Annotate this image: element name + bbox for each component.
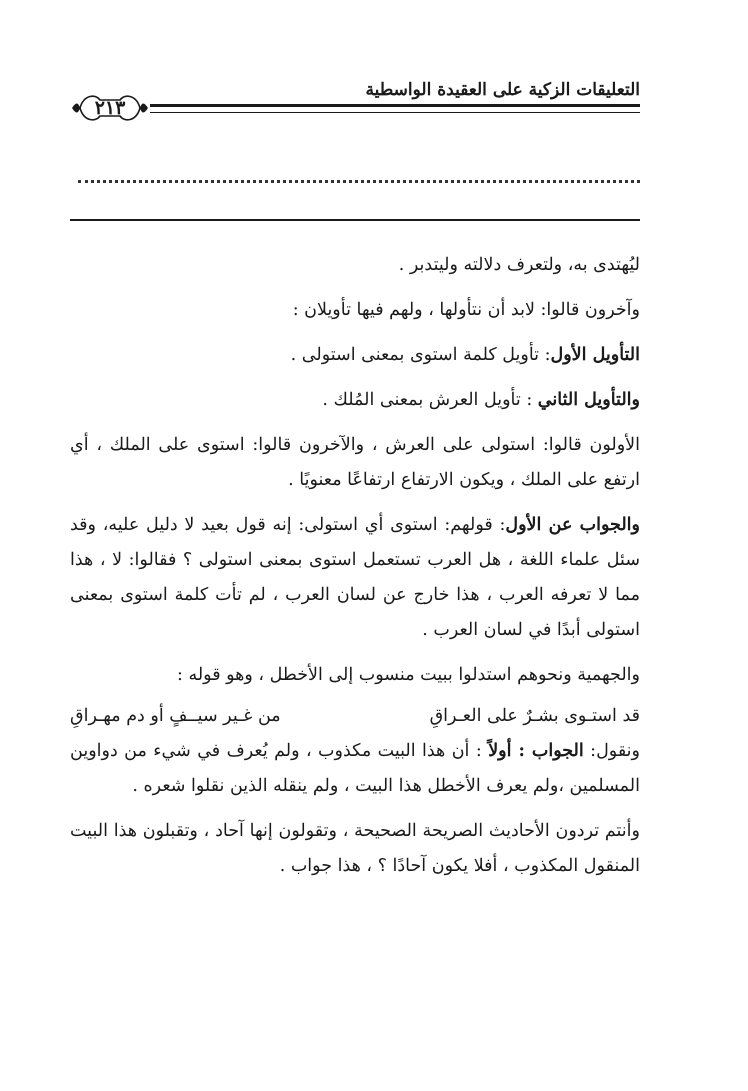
paragraph-6-lead: والجواب عن الأول [505, 515, 640, 535]
paragraph-3-rest: : تأويل كلمة استوى بمعنى استولى . [290, 345, 551, 365]
verse-second-hemistich: من غـير سيــفٍ أو دم مهـراقِ [70, 706, 281, 726]
paragraph-1: ليُهتدى به، ولتعرف دلالته وليتدبر . [398, 255, 640, 275]
paragraph-4-lead: والتأويل الثاني [537, 390, 640, 410]
paragraph-3-lead: التأويل الأول [550, 345, 640, 365]
paragraph-8-rest: : أن هذا البيت مكذوب ، ولم يُعرف في شيء من دواوين المسلمين ،ولم يعرف الأخطل هذا البيت ، ولم ينقله الذين نقلوا شعره . [70, 741, 640, 796]
page-number: ٢١٣ [94, 97, 126, 119]
paragraph-2: وآخرون قالوا: لابد أن نتأولها ، ولهم فيها تأويلان : [292, 300, 640, 320]
paragraph-8 [70, 734, 640, 804]
paragraph-6-rest: : قولهم: استوى أي استولى: إنه قول بعيد لا دليل عليه، وقد سئل علماء اللغة ، هل العرب تستعمل استوى بمعنى استولى ؟ فقالوا: لا ، هذا مما لا تعرفه العرب ، هذا خارج عن لسان العرب ، لم تأت كلمة استوى بمعنى استولى أبدًا في لسان العرب . [70, 515, 640, 640]
poetry-verse [70, 699, 640, 734]
paragraph-4 [70, 383, 640, 418]
paragraph-8-lead: الجواب : أولاً [488, 741, 584, 761]
dotted-separator [78, 172, 640, 183]
running-title: التعليقات الزكية على العقيدة الواسطية [365, 80, 640, 100]
header-rule-thin [150, 112, 640, 113]
section-divider [70, 219, 640, 221]
paragraph-6 [70, 508, 640, 648]
paragraph-5: الأولون قالوا: استولى على العرش ، والآخرون قالوا: استوى على الملك ، أي ارتفع على الملك ، ويكون الارتفاع ارتفاعًا معنويًا . [70, 435, 640, 490]
body-text [70, 248, 640, 884]
paragraph-3 [70, 338, 640, 373]
paragraph-8-pre: ونقول: [590, 741, 640, 761]
header-rule-thick [150, 104, 640, 107]
paragraph-7: والجهمية ونحوهم استدلوا ببيت منسوب إلى الأخطل ، وهو قوله : [176, 665, 640, 685]
paragraph-4-rest: : تأويل العرش بمعنى المُلك . [322, 390, 533, 410]
verse-first-hemistich: قد استـوى بشـرٌ على العـراقِ [429, 706, 640, 726]
paragraph-9: وأنتم تردون الأحاديث الصريحة الصحيحة ، وتقولون إنها آحاد ، وتقبلون هذا البيت المنقول المكذوب ، أفلا يكون آحادًا ؟ ، هذا جواب . [70, 821, 640, 876]
